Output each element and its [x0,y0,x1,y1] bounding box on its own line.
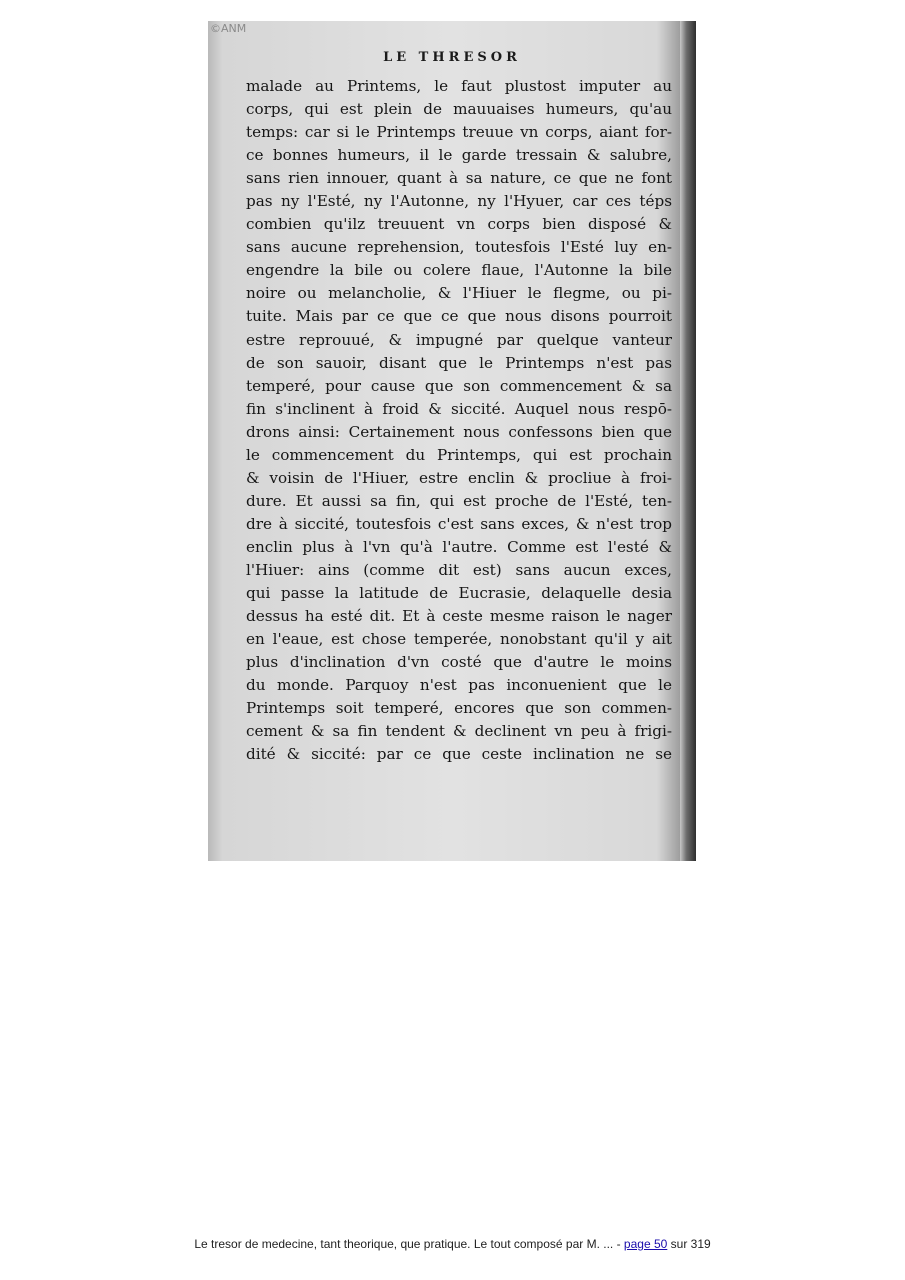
page-number-link[interactable]: page 50 [623,1237,668,1251]
text-line: l'Hiuer: ains (comme dit est) sans aucun exces, [246,560,672,579]
scanned-page [208,21,696,861]
text-line: & voisin de l'Hiuer, estre enclin & procliue à froi- [246,468,672,487]
text-line: le commencement du Printemps, qui est prochain [246,445,672,464]
text-line: dure. Et aussi sa fin, qui est proche de l'Esté, ten- [246,491,672,510]
text-line: cement & sa fin tendent & declinent vn peu à frigi- [246,722,672,741]
book-spine-shadow [680,21,696,861]
running-head: LE THRESOR [383,50,521,65]
text-line: ce bonnes humeurs, il le garde tressain & salubre, [246,146,672,165]
text-line: noire ou melancholie, & l'Hiuer le flegme, ou pi- [246,284,672,303]
text-line: qui passe la latitude de Eucrasie, delaquelle desia [246,584,672,603]
text-line: plus d'inclination d'vn costé que d'autre le moins [246,653,672,672]
page-caption [0,1237,905,1251]
text-line: enclin plus à l'vn qu'à l'autre. Comme est l'esté & [246,537,672,556]
text-line: malade au Printems, le faut plustost imputer au [246,77,672,95]
text-line: dre à siccité, toutesfois c'est sans exces, & n'est trop [246,514,672,533]
text-line: temps: car si le Printemps treuue vn corps, aiant for- [246,123,672,142]
text-line: pas ny l'Esté, ny l'Autonne, ny l'Hyuer, car ces téps [246,192,672,211]
text-line: temperé, pour cause que son commencement & sa [246,376,672,395]
caption-title: Le tresor de medecine, tant theorique, que pratique. Le tout composé par M. ... - [194,1237,624,1251]
text-line: combien qu'ilz treuuent vn corps bien disposé & [246,215,672,234]
text-line: fin s'inclinent à froid & siccité. Auquel nous respō- [246,399,672,418]
text-line: sans aucune reprehension, toutesfois l'Esté luy en- [246,238,672,257]
text-line: Printemps soit temperé, encores que son commen- [246,699,672,718]
text-line: engendre la bile ou colere flaue, l'Autonne la bile [246,261,672,280]
watermark: ©ANM [210,22,247,35]
text-line: dessus ha esté dit. Et à ceste mesme raison le nager [246,607,672,626]
text-line: tuite. Mais par ce que ce que nous disons pourroit [246,307,672,326]
text-line: sans rien innouer, quant à sa nature, ce que ne font [246,169,672,188]
text-line: de son sauoir, disant que le Printemps n'est pas [246,353,672,372]
text-line: dité & siccité: par ce que ceste inclination ne se [246,745,672,764]
text-line: du monde. Parquoy n'est pas inconuenient que le [246,676,672,695]
text-line: en l'eaue, est chose temperée, nonobstant qu'il y ait [246,630,672,649]
text-line: drons ainsi: Certainement nous confessons bien que [246,422,672,441]
text-line: corps, qui est plein de mauuaises humeurs, qu'au [246,100,672,119]
caption-page-total: sur 319 [667,1237,711,1251]
page-body-text [246,75,672,766]
text-line: estre reprouué, & impugné par quelque vanteur [246,330,672,349]
